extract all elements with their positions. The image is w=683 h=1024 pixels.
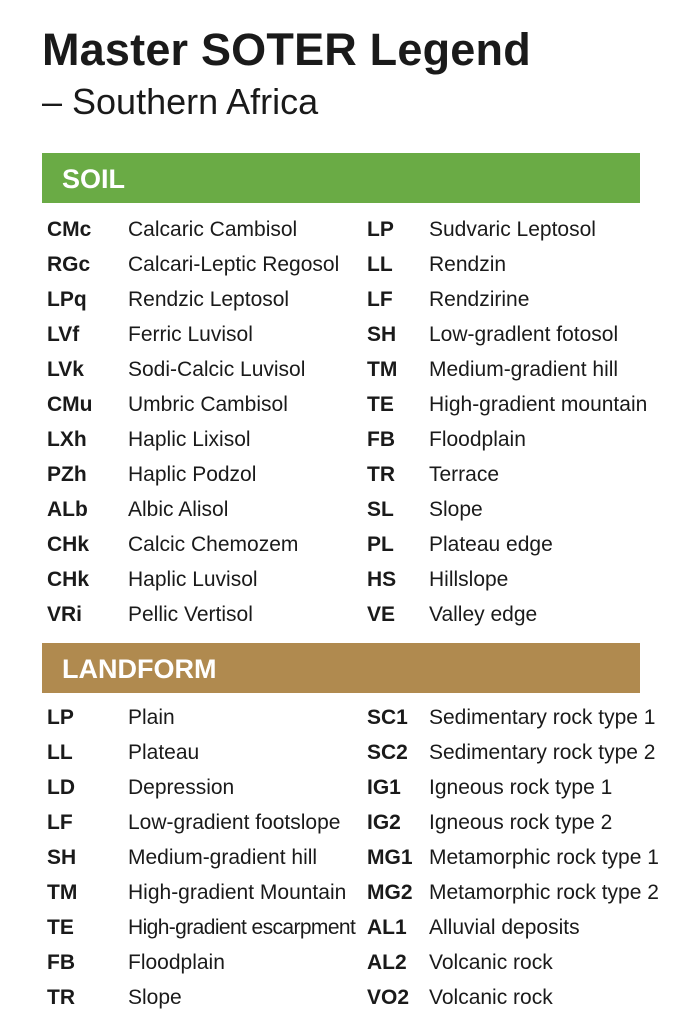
legend-code: TR bbox=[47, 986, 75, 1009]
legend-name: Plateau bbox=[128, 741, 200, 764]
legend-code: VRi bbox=[47, 603, 83, 626]
legend-row bbox=[0, 387, 683, 422]
legend-code: LF bbox=[367, 288, 393, 311]
legend-code: LVk bbox=[47, 358, 84, 381]
legend-name: Floodplain bbox=[128, 951, 225, 974]
legend-row bbox=[0, 527, 683, 562]
legend-row bbox=[0, 910, 683, 945]
legend-row bbox=[0, 247, 683, 282]
legend-name: Calcari-Leptic Regosol bbox=[128, 253, 340, 276]
legend-code: MG1 bbox=[367, 846, 413, 869]
title-block bbox=[42, 24, 531, 124]
legend-code: IG1 bbox=[367, 776, 401, 799]
legend-code: IG2 bbox=[367, 811, 401, 834]
legend-name: Plain bbox=[128, 706, 175, 729]
legend-name: Metamorphic rock type 1 bbox=[429, 846, 659, 869]
legend-code: AL1 bbox=[367, 916, 407, 939]
legend-row bbox=[0, 840, 683, 875]
legend-name: Ferric Luvisol bbox=[128, 323, 253, 346]
legend-name: Slope bbox=[128, 986, 182, 1009]
legend-row bbox=[0, 980, 683, 1015]
legend-row bbox=[0, 422, 683, 457]
legend-code: LF bbox=[47, 811, 73, 834]
legend-code: SL bbox=[367, 498, 394, 521]
legend-name: Sedimentary rock type 1 bbox=[429, 706, 656, 729]
soil-section-header: SOIL bbox=[42, 153, 640, 203]
legend-code: CMc bbox=[47, 218, 92, 241]
legend-name: Igneous rock type 2 bbox=[429, 811, 613, 834]
legend-code: VE bbox=[367, 603, 396, 626]
legend-name: Alluvial deposits bbox=[429, 916, 580, 939]
legend-code: CHk bbox=[47, 533, 90, 556]
legend-code: TE bbox=[47, 916, 74, 939]
legend-name: Haplic Lixisol bbox=[128, 428, 251, 451]
legend-code: TM bbox=[367, 358, 398, 381]
legend-name: Hillslope bbox=[429, 568, 509, 591]
legend-row bbox=[0, 597, 683, 632]
legend-name: Sedimentary rock type 2 bbox=[429, 741, 656, 764]
legend-code: HS bbox=[367, 568, 397, 591]
legend-code: LVf bbox=[47, 323, 80, 346]
legend-row bbox=[0, 562, 683, 597]
legend-name: Plateau edge bbox=[429, 533, 553, 556]
legend-name: Albic Alisol bbox=[128, 498, 229, 521]
legend-code: MG2 bbox=[367, 881, 413, 904]
legend-row bbox=[0, 492, 683, 527]
legend-code: SH bbox=[47, 846, 77, 869]
soil-legend-table bbox=[0, 212, 683, 632]
legend-code: LPq bbox=[47, 288, 87, 311]
legend-code: PL bbox=[367, 533, 394, 556]
legend-row bbox=[0, 805, 683, 840]
legend-code: ALb bbox=[47, 498, 88, 521]
legend-row bbox=[0, 212, 683, 247]
legend-row bbox=[0, 735, 683, 770]
legend-name: Medium-gradient hill bbox=[128, 846, 318, 869]
legend-name: Sodi-Calcic Luvisol bbox=[128, 358, 306, 381]
legend-name: Low-gradient footslope bbox=[128, 811, 341, 834]
legend-name: High-gradient Mountain bbox=[128, 881, 347, 904]
legend-code: AL2 bbox=[367, 951, 407, 974]
legend-name: Pellic Vertisol bbox=[128, 603, 253, 626]
legend-row bbox=[0, 875, 683, 910]
legend-name: Low-gradlent fotosol bbox=[429, 323, 619, 346]
legend-name: Haplic Podzol bbox=[128, 463, 257, 486]
legend-row bbox=[0, 770, 683, 805]
legend-name: Rendzin bbox=[429, 253, 507, 276]
legend-row bbox=[0, 945, 683, 980]
legend-name: Igneous rock type 1 bbox=[429, 776, 613, 799]
legend-code: PZh bbox=[47, 463, 87, 486]
legend-name: Sudvaric Leptosol bbox=[429, 218, 596, 241]
legend-code: LP bbox=[367, 218, 394, 241]
legend-code: SC1 bbox=[367, 706, 408, 729]
legend-name: Haplic Luvisol bbox=[128, 568, 258, 591]
legend-name: Terrace bbox=[429, 463, 500, 486]
legend-name: Slope bbox=[429, 498, 483, 521]
legend-name: Volcanic rock bbox=[429, 951, 553, 974]
legend-row bbox=[0, 352, 683, 387]
legend-code: CHk bbox=[47, 568, 90, 591]
legend-row bbox=[0, 457, 683, 492]
legend-code: TR bbox=[367, 463, 395, 486]
legend-name: High-gradient escarpment bbox=[128, 916, 356, 939]
legend-name: Calcaric Cambisol bbox=[128, 218, 298, 241]
page-title: Master SOTER Legend bbox=[42, 24, 531, 75]
legend-row bbox=[0, 700, 683, 735]
legend-code: SH bbox=[367, 323, 397, 346]
legend-code: TM bbox=[47, 881, 78, 904]
legend-code: LXh bbox=[47, 428, 87, 451]
legend-name: Metamorphic rock type 2 bbox=[429, 881, 659, 904]
legend-code: SC2 bbox=[367, 741, 408, 764]
landform-section-header: LANDFORM bbox=[42, 643, 640, 693]
landform-legend-table bbox=[0, 700, 683, 1015]
legend-name: Calcic Chemozem bbox=[128, 533, 299, 556]
legend-code: RGc bbox=[47, 253, 91, 276]
legend-name: Volcanic rock bbox=[429, 986, 553, 1009]
legend-code: FB bbox=[47, 951, 75, 974]
legend-code: FB bbox=[367, 428, 395, 451]
legend-code: LL bbox=[367, 253, 393, 276]
legend-code: VO2 bbox=[367, 986, 410, 1009]
legend-code: LP bbox=[47, 706, 74, 729]
legend-code: TE bbox=[367, 393, 394, 416]
legend-code: CMu bbox=[47, 393, 93, 416]
legend-name: Rendzirine bbox=[429, 288, 530, 311]
page-subtitle: – Southern Africa bbox=[42, 81, 319, 122]
legend-name: Medium-gradient hill bbox=[429, 358, 619, 381]
legend-code: LL bbox=[47, 741, 73, 764]
legend-name: Depression bbox=[128, 776, 235, 799]
legend-row bbox=[0, 317, 683, 352]
legend-name: Valley edge bbox=[429, 603, 538, 626]
legend-name: Rendzic Leptosol bbox=[128, 288, 290, 311]
legend-name: High-gradient mountain bbox=[429, 393, 648, 416]
legend-code: LD bbox=[47, 776, 75, 799]
legend-name: Floodplain bbox=[429, 428, 526, 451]
legend-name: Umbric Cambisol bbox=[128, 393, 288, 416]
legend-row bbox=[0, 282, 683, 317]
